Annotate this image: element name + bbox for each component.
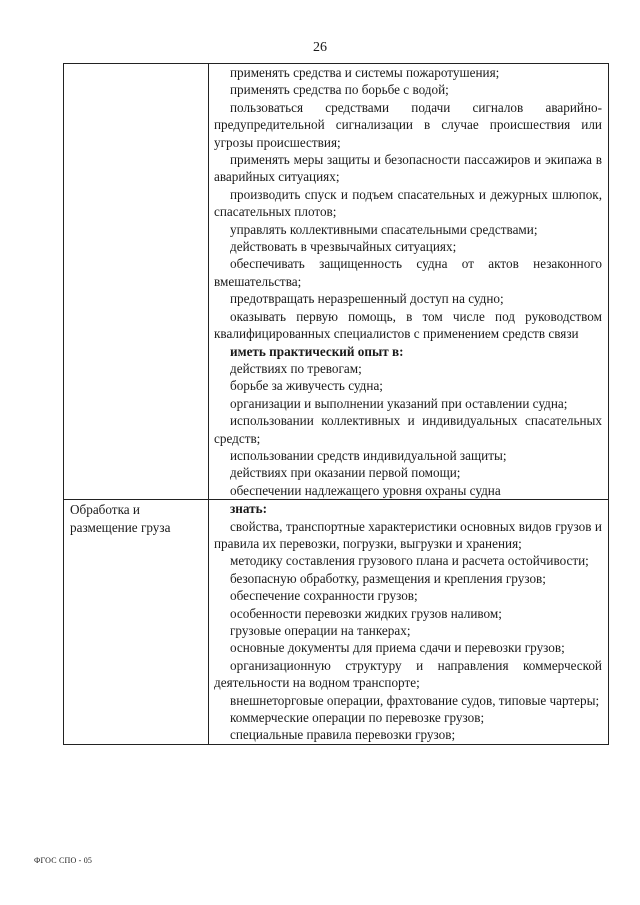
requirement-item: предотвращать неразрешенный доступ на судно;: [230, 291, 504, 307]
requirement-item: действиях по тревогам;: [230, 360, 362, 376]
requirement-item: грузовые операции на танкерах;: [230, 623, 411, 638]
requirement-item: производить спуск и подъем спасательных и дежурных шлюпок, спасательных плотов;: [214, 186, 602, 220]
requirement-item: внешнеторговые операции, фрахтование судов, типовые чартеры;: [230, 692, 600, 708]
requirement-item: действиях при оказании первой помощи;: [230, 465, 461, 481]
requirement-item: организации и выполнении указаний при оставлении судна;: [230, 395, 568, 411]
table-row: [64, 64, 609, 500]
footer-code: ФГОС СПО - 05: [34, 856, 93, 865]
requirement-item: действовать в чрезвычайных ситуациях;: [230, 239, 457, 255]
requirement-item: оказывать первую помощь, в том числе под руководством квалифицированных специалистов с применением средств связи: [214, 308, 602, 342]
requirement-item: применять средства по борьбе с водой;: [230, 82, 449, 98]
requirement-item: использовании коллективных и индивидуальных спасательных средств;: [214, 413, 602, 446]
requirement-item: обеспечение сохранности грузов;: [230, 588, 418, 604]
requirement-item: организационную структуру и направления коммерческой деятельности на водном транспорте;: [214, 657, 602, 691]
section-name-cell: Обработка и размещение груза: [64, 500, 209, 745]
requirement-item: коммерческие операции по перевозке грузов;: [230, 710, 485, 726]
requirement-item: применять меры защиты и безопасности пассажиров и экипажа в аварийных ситуациях;: [214, 152, 602, 185]
requirements-cell: [209, 64, 609, 500]
requirement-item: особенности перевозки жидких грузов наливом;: [230, 605, 502, 621]
requirement-item: применять средства и системы пожаротушения;: [230, 65, 500, 80]
requirement-item: использовании средств индивидуальной защиты;: [230, 447, 507, 463]
requirement-item: специальные правила перевозки грузов;: [230, 727, 456, 743]
requirement-item: управлять коллективными спасательными средствами;: [230, 221, 538, 237]
section-name-cell: [64, 64, 209, 500]
page-number: 26: [313, 40, 327, 55]
requirement-item: пользоваться средствами подачи сигналов аварийно-предупредительной сигнализации в случае происшествия или угрозы происшествия;: [214, 99, 602, 150]
requirements-cell: [209, 500, 609, 745]
requirement-item: борьбе за живучесть судна;: [230, 378, 383, 394]
requirement-item: основные документы для приема сдачи и перевозки грузов;: [230, 640, 565, 656]
requirement-heading: знать:: [230, 501, 267, 517]
requirement-item: безопасную обработку, размещения и крепления грузов;: [230, 570, 546, 586]
requirement-item: обеспечении надлежащего уровня охраны судна: [230, 482, 501, 498]
requirement-item: обеспечивать защищенность судна от актов незаконного вмешательства;: [214, 256, 602, 289]
requirement-item: методику составления грузового плана и расчета остойчивости;: [230, 553, 589, 569]
requirement-heading: иметь практический опыт в:: [230, 343, 404, 359]
table-row: [64, 500, 609, 745]
requirement-item: свойства, транспортные характеристики основных видов грузов и правила их перевозки, погрузки, выгрузки и хранения;: [214, 518, 602, 551]
competency-table: [63, 63, 609, 745]
